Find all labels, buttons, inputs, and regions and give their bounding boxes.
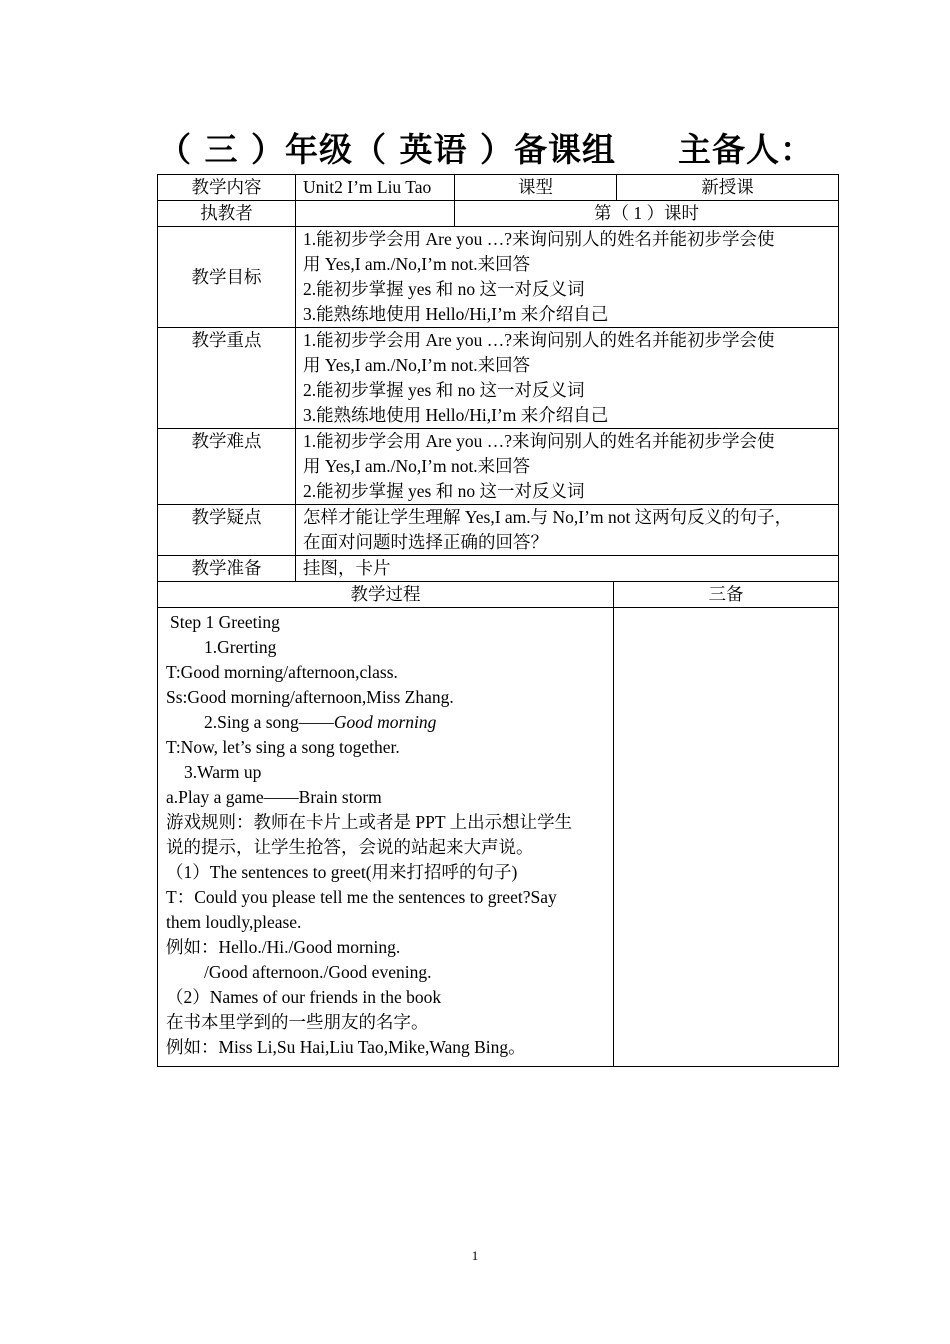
type-value: 新授课 [617, 175, 839, 201]
warmup-title: 3.Warm up [184, 762, 262, 782]
game-line: a.Play a game——Brain storm [166, 787, 382, 807]
example2-line: 例如：Miss Li,Su Hai,Liu Tao,Mike,Wang Bing。 [166, 1037, 526, 1057]
difficult-line: 1.能初步学会用 Are you …?来询问别人的姓名并能初步学会使 [303, 431, 775, 451]
teacher-sing-line: T:Now, let’s sing a song together. [166, 737, 400, 757]
teacher-greet-line: T:Good morning/afternoon,class. [166, 662, 398, 682]
item1-line: （1）The sentences to greet(用来打招呼的句子) [166, 862, 518, 882]
page-title [158, 128, 838, 172]
doubt-label: 教学疑点 [158, 505, 296, 556]
row-process-header [158, 582, 839, 608]
difficult-label: 教学难点 [158, 429, 296, 505]
lesson-number: 第（ 1 ）课时 [455, 201, 839, 227]
doubt-line: 在面对问题时选择正确的回答？ [303, 532, 548, 552]
song-title: Good morning [333, 712, 437, 732]
row-key-points [158, 328, 839, 429]
owner-label: 主备人： [678, 130, 814, 169]
key-content [296, 328, 839, 429]
content-label: 教学内容 [158, 175, 296, 201]
students-greet-line: Ss:Good morning/afternoon,Miss Zhang. [166, 687, 454, 707]
key-line: 3.能熟练地使用 Hello/Hi,I’m 来介绍自己 [303, 405, 609, 425]
row-preparation [158, 556, 839, 582]
teacher-ask-line: T：Could you please tell me the sentences to greet?Say [166, 887, 557, 907]
key-line: 1.能初步学会用 Are you …?来询问别人的姓名并能初步学会使 [303, 330, 775, 350]
goals-line: 3.能熟练地使用 Hello/Hi,I’m 来介绍自己 [303, 304, 609, 324]
page-number: 1 [471, 1248, 479, 1263]
rules-line: 说的提示，让学生抢答，会说的站起来大声说。 [166, 837, 534, 857]
type-label: 课型 [455, 175, 617, 201]
example1b-line: /Good afternoon./Good evening. [204, 962, 432, 982]
process-content [158, 608, 614, 1067]
prep-value: 挂图，卡片 [296, 556, 839, 582]
step1-title: Step 1 Greeting [170, 612, 280, 632]
grade-group-title: （ 三 ）年级（ 英语 ）备课组 [158, 130, 616, 169]
notes-label: 三备 [614, 582, 839, 608]
difficult-line: 用 Yes,I am./No,I’m not.来回答 [303, 456, 531, 476]
prep-label: 教学准备 [158, 556, 296, 582]
row-difficult-points [158, 429, 839, 505]
item2-cn-line: 在书本里学到的一些朋友的名字。 [166, 1012, 429, 1032]
key-line: 用 Yes,I am./No,I’m not.来回答 [303, 355, 531, 375]
row-goals [158, 227, 839, 328]
teacher-label: 执教者 [158, 201, 296, 227]
item2-line: （2）Names of our friends in the book [166, 987, 442, 1007]
rules-line: 游戏规则：教师在卡片上或者是 PPT 上出示想让学生 [166, 812, 573, 832]
goals-label: 教学目标 [158, 227, 296, 328]
goals-line: 用 Yes,I am./No,I’m not.来回答 [303, 254, 531, 274]
greeting-title: 1.Grerting [204, 637, 277, 657]
row-teacher [158, 201, 839, 227]
key-label: 教学重点 [158, 328, 296, 429]
example1-line: 例如：Hello./Hi./Good morning. [166, 937, 401, 957]
doubt-content [296, 505, 839, 556]
doubt-line: 怎样才能让学生理解 Yes,I am.与 No,I’m not 这两句反义的句子， [303, 507, 793, 527]
row-content [158, 175, 839, 201]
row-process-body [158, 608, 839, 1067]
sing-song-line [166, 710, 607, 735]
teacher-value [296, 201, 455, 227]
goals-content [296, 227, 839, 328]
difficult-line: 2.能初步掌握 yes 和 no 这一对反义词 [303, 481, 585, 501]
teacher-ask-line: them loudly,please. [166, 912, 302, 932]
content-value: Unit2 I’m Liu Tao [296, 175, 455, 201]
goals-line: 2.能初步掌握 yes 和 no 这一对反义词 [303, 279, 585, 299]
process-label: 教学过程 [158, 582, 614, 608]
goals-line: 1.能初步学会用 Are you …?来询问别人的姓名并能初步学会使 [303, 229, 775, 249]
sing-song-prefix: 2.Sing a song—— [204, 712, 334, 732]
difficult-content [296, 429, 839, 505]
row-doubt-points [158, 505, 839, 556]
notes-content [614, 608, 839, 1067]
lesson-plan-table [157, 174, 839, 1067]
key-line: 2.能初步掌握 yes 和 no 这一对反义词 [303, 380, 585, 400]
